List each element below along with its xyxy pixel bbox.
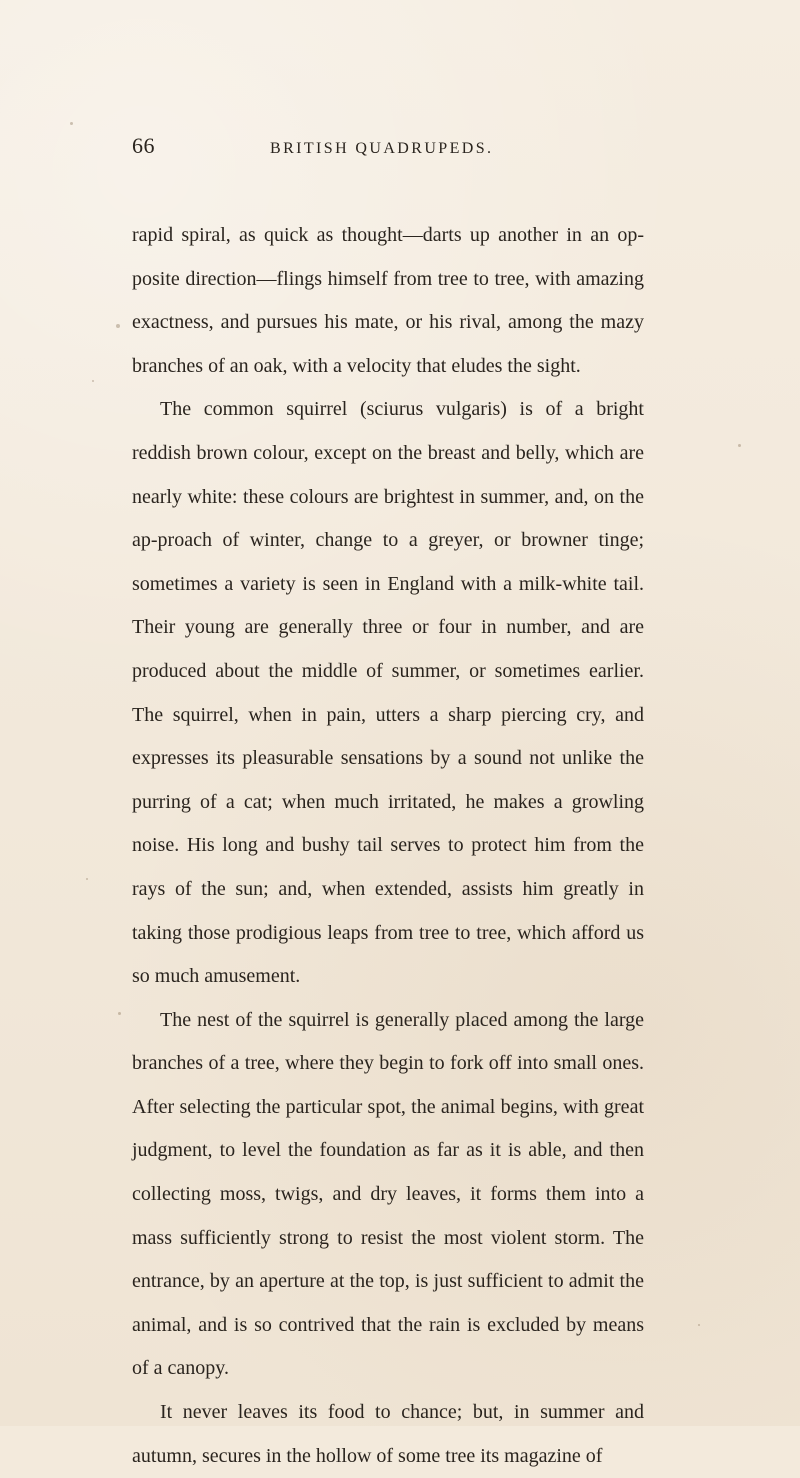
page-header [0,133,800,173]
paragraph: It never leaves its food to chance; but, in summer and autumn, secures in the hollow of some tree its magazine of [132,1401,644,1467]
paper-speck [118,1012,121,1015]
paper-speck [698,1324,700,1326]
paragraph: rapid spiral, as quick as thought—darts up another in an op-posite direction—flings himself from tree to tree, with amazing exactness, and pursues his mate, or his rival, among the mazy branches of an oak, with a velocity that eludes the sight. [132,224,644,377]
paper-speck [70,122,73,125]
paper-speck [738,444,741,447]
paragraph: The nest of the squirrel is generally placed among the large branches of a tree, where they begin to fork off into small ones. After selecting the particular spot, the animal begins, with great judgment, to level the foundation as far as it is able, and then collecting moss, twigs, and dry leaves, it forms them into a mass sufficiently strong to resist the most violent storm. The entrance, by an aperture at the top, is just sufficient to admit the animal, and is so contrived that the rain is excluded by means of a canopy. [132,1008,644,1380]
running-head: BRITISH QUADRUPEDS. [270,140,494,157]
paper-speck [86,878,88,880]
paper-speck [92,380,94,382]
paragraph: The common squirrel (sciurus vulgaris) is of a bright reddish brown colour, except on the breast and belly, which are nearly white: these colours are brightest in summer, and, on the ap-proach of winter, change to a greyer, or browner tinge; sometimes a variety is seen in England with a milk-white tail. Their young are generally three or four in number, and are produced about the middle of summer, or sometimes earlier. The squirrel, when in pain, utters a sharp piercing cry, and expresses its pleasurable sensations by a sound not unlike the purring of a cat; when much irritated, he makes a growling noise. His long and bushy tail serves to protect him from the rays of the sun; and, when extended, assists him greatly in taking those prodigious leaps from tree to tree, which afford us so much amusement. [132,398,644,988]
page-number: 66 [132,133,155,158]
body-text [132,214,644,1478]
paper-speck [116,324,120,328]
